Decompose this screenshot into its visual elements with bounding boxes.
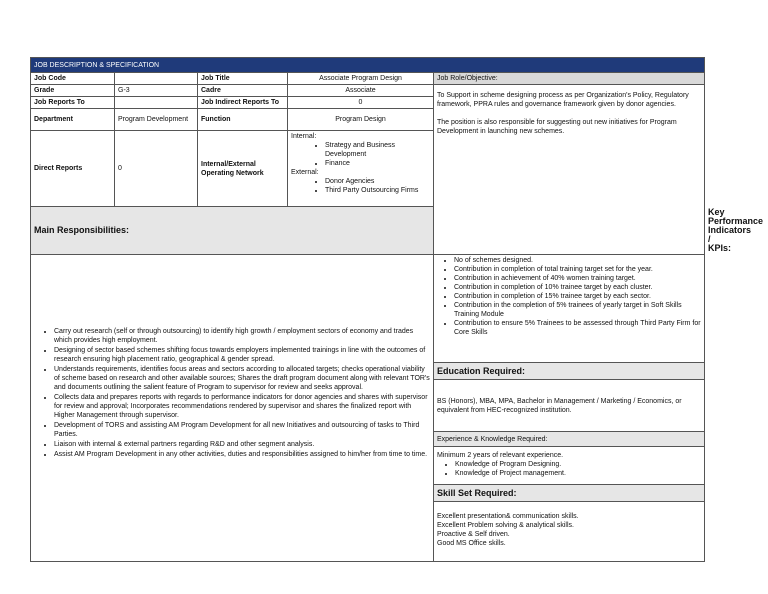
operating-network-label: Internal/External Operating Network (198, 131, 288, 207)
kpi-item: • Contribution in completion of 15% trainee target by each sector. (454, 292, 701, 301)
department-value: Program Development (115, 109, 198, 131)
kpi-item: • Contribution in the completion of 5% trainees of yearly target in Soft Skills Training Module (454, 301, 701, 319)
grade-value: G-3 (115, 85, 198, 97)
kpi-item: • Contribution in achievement of 40% women training target. (454, 274, 701, 283)
external-network-item: • Donor Agencies (325, 177, 430, 186)
responsibility-item: • Liaison with internal & external partners regarding R&D and other segment analysis. (54, 440, 430, 449)
job-role-objective: To Support in scheme designing process as per Organization's Policy, Regulatory framework, PPRA rules and governance framework given by donor agencies. (437, 92, 689, 108)
responsibility-item: • Designing of sector based schemes shifting focus towards employers implemented trainings in line with the outcomes of research ensuring high placement ratio, geographical & gender spread. (54, 346, 430, 364)
job-code-value (115, 73, 198, 85)
responsibility-item: • Collects data and prepares reports with regards to performance indicators for donor agencies and shares with supervisor for review and approval; Incorporates recommendations rendered by supervisor and shares the finalized report with Higher Management through supervisor. (54, 393, 430, 420)
external-network-label: External: (291, 169, 319, 176)
reports-to-value (115, 97, 198, 109)
cadre-label: Cadre (198, 85, 288, 97)
skill-line: Good MS Office skills. (437, 540, 506, 547)
job-role-body (434, 85, 705, 255)
direct-reports-label: Direct Reports (31, 131, 115, 207)
kpi-item: • Contribution in completion of 10% trainee target by each cluster. (454, 283, 701, 292)
external-network-item: • Third Party Outsourcing Firms (325, 186, 430, 195)
responsibility-item: • Assist AM Program Development in any other activities, duties and responsibilities assigned to him/her from time to time. (54, 450, 430, 459)
kpi-item: • No of schemes designed. (454, 256, 701, 265)
function-value: Program Design (288, 109, 434, 131)
internal-network-item: • Strategy and Business Development (325, 141, 430, 159)
kpi-item: • Contribution in completion of total training target set for the year. (454, 265, 701, 274)
department-label: Department (31, 109, 115, 131)
experience-body (434, 447, 705, 485)
cadre-value: Associate (288, 85, 434, 97)
responsibility-item: • Development of TORS and assisting AM Program Development for all new Initiatives and outsourcing of tasks to Third Parties. (54, 421, 430, 439)
experience-item: • Knowledge of Program Designing. (455, 460, 701, 469)
operating-network-list (288, 131, 434, 207)
document-title: JOB DESCRIPTION & SPECIFICATION (31, 58, 705, 73)
job-role-new-initiatives: The position is also responsible for suggesting out new initiatives for Program Development in launching new schemes. (437, 119, 677, 135)
skill-set-body (434, 502, 705, 562)
responsibility-item: • Carry out research (self or through outsourcing) to identify high growth / employment sectors of economy and trades which provides high employment. (54, 327, 430, 345)
indirect-reports-label: Job Indirect Reports To (198, 97, 288, 109)
internal-network-item: • Finance (325, 159, 430, 168)
job-title-label: Job Title (198, 73, 288, 85)
job-description-table: JOB DESCRIPTION & SPECIFICATION Job Code Job Title Associate Program Design Job Role/Objective: Grade G-3 Cadre Associate To Support in scheme designing process as per Organization's Policy, Regulatory framework, PPRA rules and governance framework given by donor agencies. The position is also responsible for suggesting out new initiatives for Program Development in launching new schemes. Job Reports To Job Indirect Reports To 0 Department Program Development Function Program Design Direct Reports 0 Internal/External Operating Network Internal: • Strategy and Business Development • Finance External: • Donor Agencies • Third Party Outsourcing Firms Main Responsibilities: Key Performance Indicators / KPIs: • Carry out research (self or through outsourcing) to identify high growth / employment sectors of economy and trades which provides high employment. • Designing of sector based schemes shifting focus towards employers implemented trainings in line with the outcomes of research ensuring high placement ratio, geographical & gender spread. • Understands requirements, identifies focus areas and sectors according to allocated targets; checks operational viability of scheme based on research and other available sources; Shares the draft program document along with relevant TOR's and documents outlining the salient feature of Program to supervisor for review and seeks approval. • Collects data and prepares reports with regards to performance indicators for donor agencies and shares with supervisor for review and approval; Incorporates recommendations rendered by supervisor and shares the finalized report with Higher Management through supervisor. • Development of TORS and assisting AM Program Development for all new Initiatives and outsourcing of tasks to Third Parties. • Liaison with internal & external partners regarding R&D and other segment analysis. • Assist AM Program Development in any other activities, duties and responsibilities assigned to him/her from time to time. • No of schemes designed. • Contribution in completion of total training target set for the year. • Contribution in achievement of 40% women training target. • Contribution in completion of 10% trainee target by each cluster. • Contribution in completion of 15% trainee target by each sector. • Contribution in the completion of 5% trainees of yearly target in Soft Skills Training Module • Contribution to ensure 5% Trainees to be assessed through Third Party Firm for Core Skills Education Required: BS (Honors), MBA, MPA, Bachelor in Management / Marketing / Economics, or equivalent from HEC-recognized institution. Experience & Knowledge Required: Minimum 2 years of relevant experience. • Knowledge of Program Designing. • Knowledge of Project management. Skill Set Required: Excellent presentation& communication skills. Excellent Problem solving & analytical skills. Proactive & Self driven. Good MS Office skills. (30, 57, 705, 562)
reports-to-label: Job Reports To (31, 97, 115, 109)
experience-minimum: Minimum 2 years of relevant experience. (437, 452, 564, 459)
skill-line: Proactive & Self driven. (437, 531, 510, 538)
internal-network-label: Internal: (291, 133, 317, 140)
job-code-label: Job Code (31, 73, 115, 85)
kpi-list (434, 255, 705, 363)
direct-reports-value: 0 (115, 131, 198, 207)
job-title-value: Associate Program Design (288, 73, 434, 85)
grade-label: Grade (31, 85, 115, 97)
skill-line: Excellent Problem solving & analytical skills. (437, 522, 574, 529)
job-description-sheet (30, 57, 764, 562)
education-header: Education Required: (434, 363, 705, 380)
main-responsibilities-list (31, 255, 434, 562)
skill-set-header: Skill Set Required: (434, 485, 705, 502)
indirect-reports-value: 0 (288, 97, 434, 109)
function-label: Function (198, 109, 288, 131)
education-text: BS (Honors), MBA, MPA, Bachelor in Management / Marketing / Economics, or equivalent from HEC-recognized institution. (434, 380, 705, 432)
responsibility-item: • Understands requirements, identifies focus areas and sectors according to allocated targets; checks operational viability of scheme based on research and other available sources; Shares the draft program document along with relevant TOR's and documents outlining the salient feature of Program to supervisor for review and seeks approval. (54, 365, 430, 392)
job-role-header: Job Role/Objective: (434, 73, 705, 85)
main-responsibilities-header: Main Responsibilities: (31, 207, 434, 255)
experience-header: Experience & Knowledge Required: (434, 432, 705, 447)
skill-line: Excellent presentation& communication skills. (437, 513, 579, 520)
kpi-item: • Contribution to ensure 5% Trainees to be assessed through Third Party Firm for Core Skills (454, 319, 701, 337)
experience-item: • Knowledge of Project management. (455, 469, 701, 478)
